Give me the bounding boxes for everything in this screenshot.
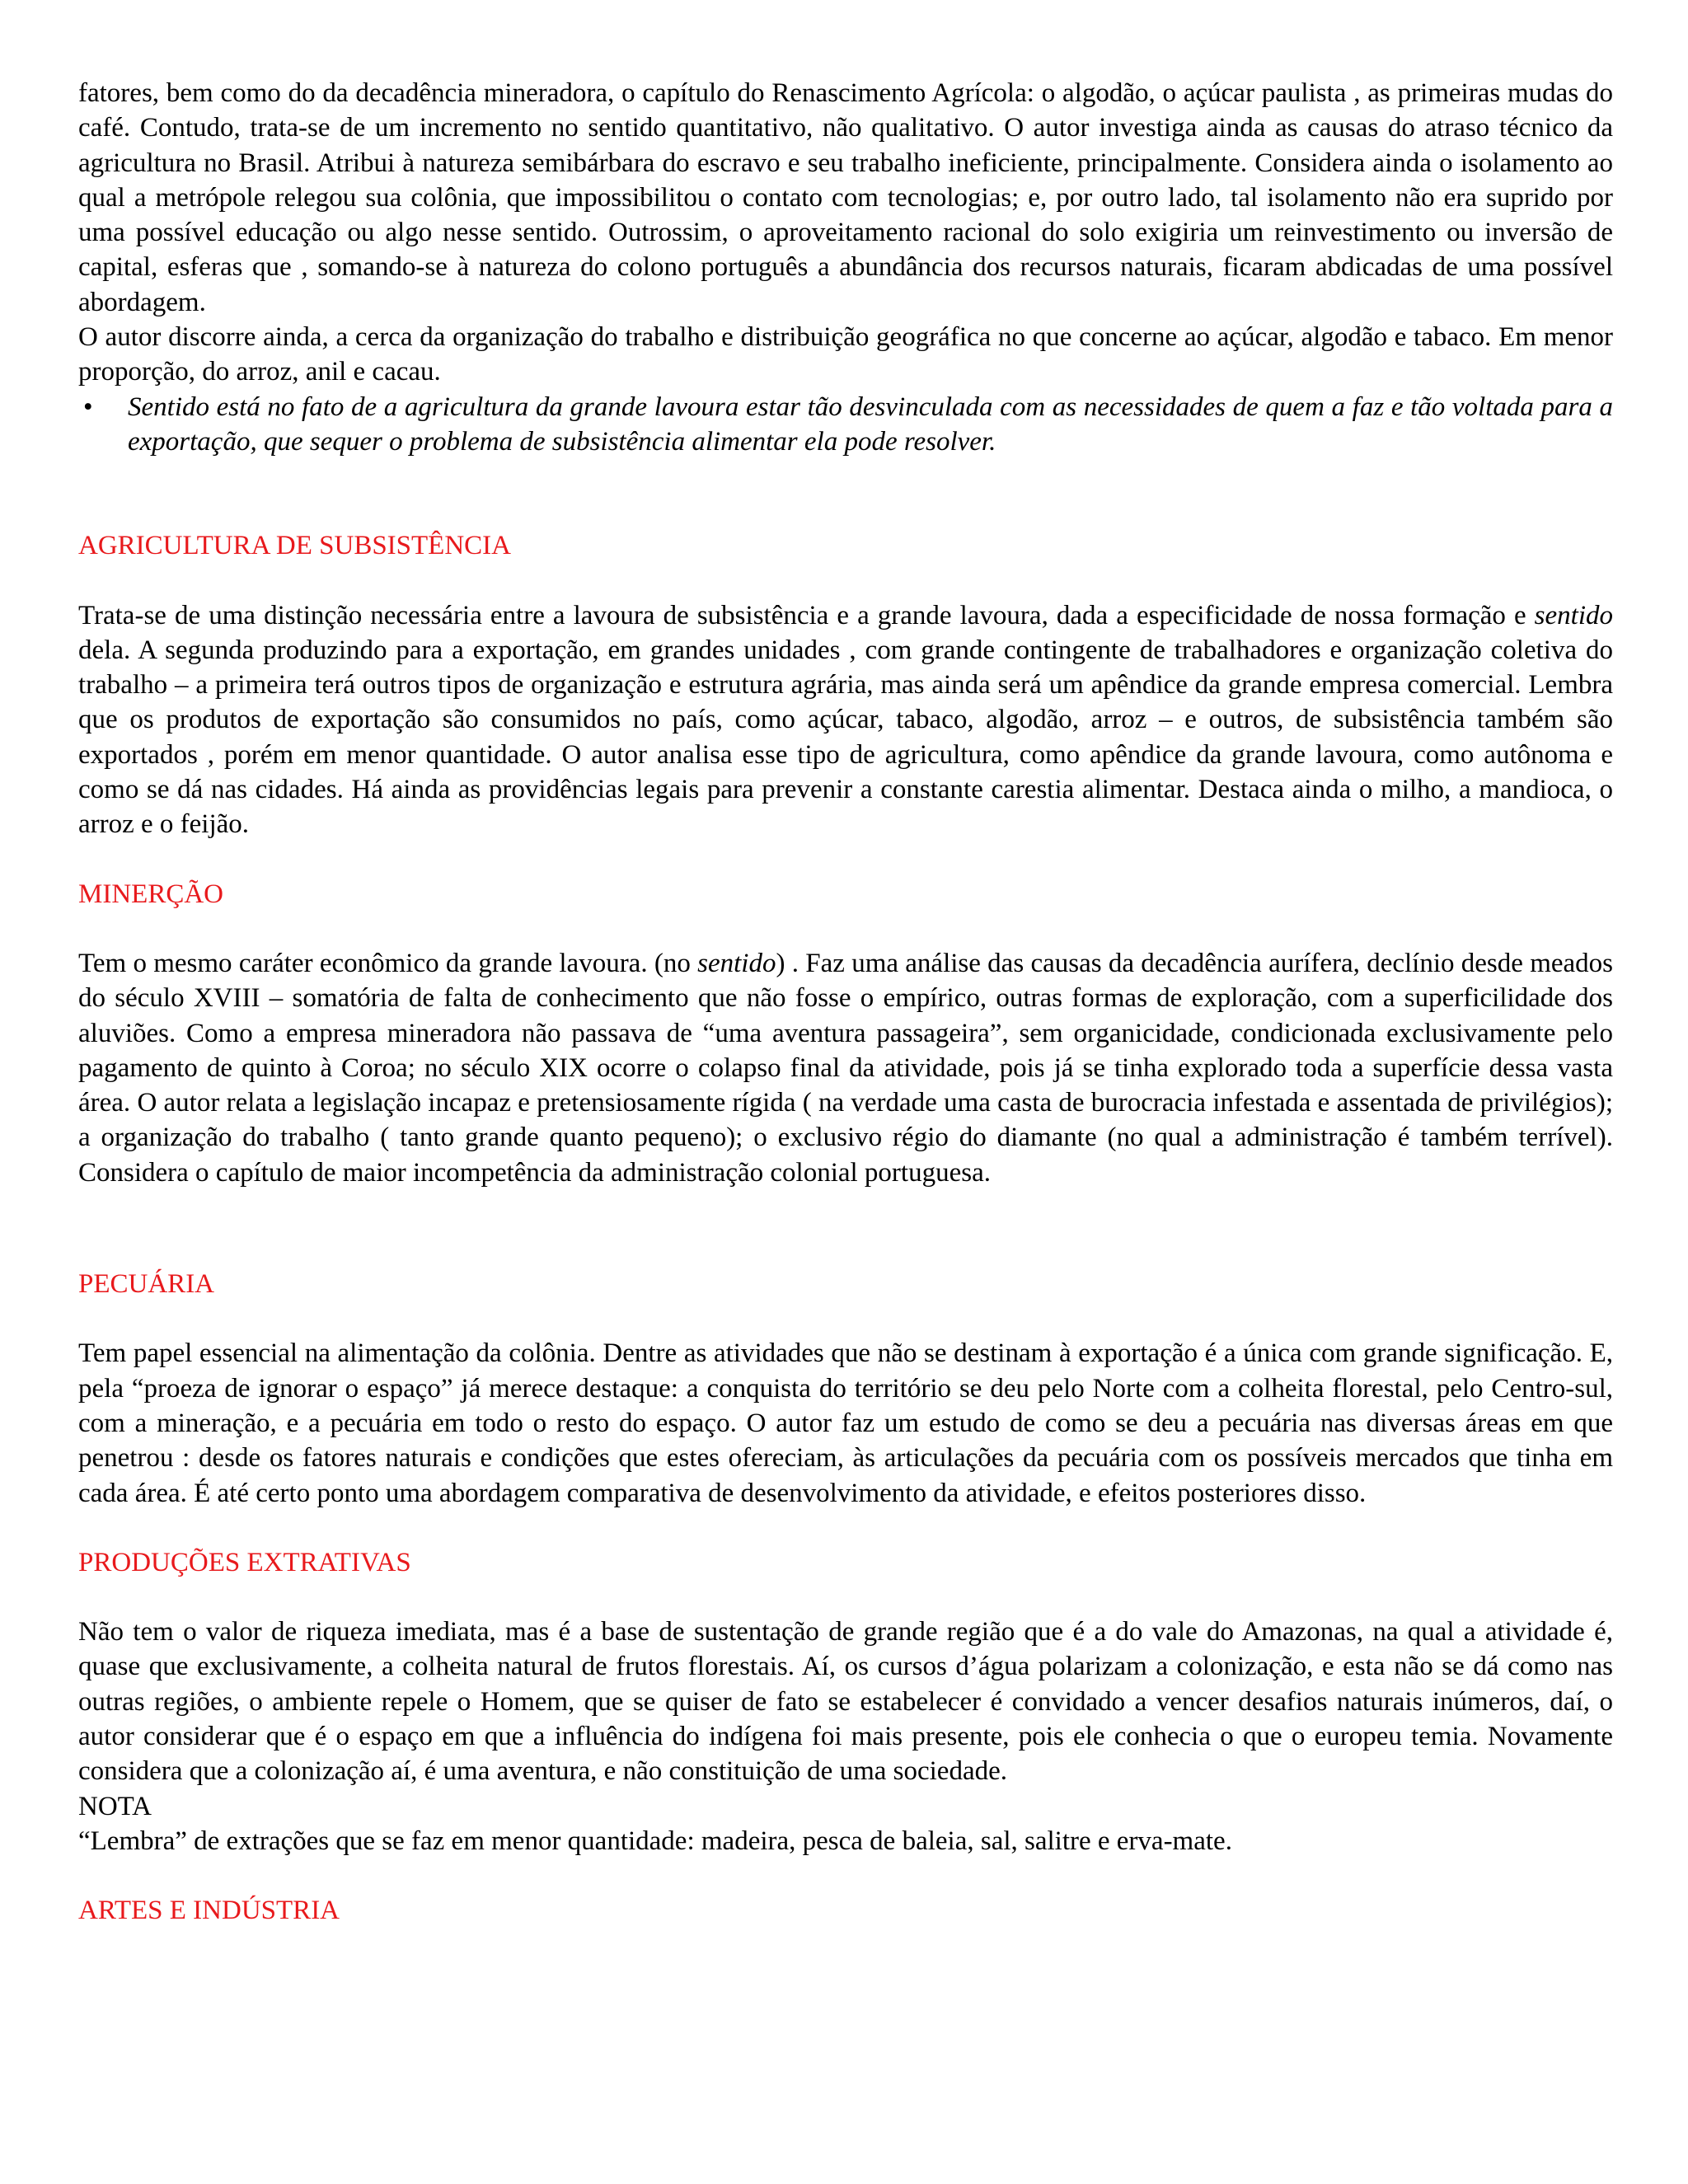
spacer [78,1301,1613,1336]
text-span: Tem o mesmo caráter econômico da grande lavoura. (no [78,948,698,978]
spacer [78,842,1613,877]
bullet-text: Sentido está no fato de a agricultura da grande lavoura estar tão desvinculada com as necessidades de quem a faz e tão voltada para a exportação, que sequer o problema de subsistência alimentar ela pode resolver. [128,391,1613,457]
nota-text: “Lembra” de extrações que se faz em menor quantidade: madeira, pesca de baleia, sal, salitre e erva-mate. [78,1825,1232,1856]
document-page [78,76,1613,1928]
text-span: Trata-se de uma distinção necessária entre a lavoura de subsistência e a grande lavoura, dada a especificidade de nossa formação e [78,600,1535,630]
text-span: ) . Faz uma análise das causas da decadência aurífera, declínio desde meados do século XVIII – somatória de falta de conhecimento que não fosse o empírico, outras formas de exploração, com a superficilidade dos aluviões. Como a empresa mineradora não passava de “uma aventura passageira”, sem organicidade, condicionada exclusivamente pelo pagamento de quinto à Coroa; no século XIX ocorre o colapso final da atividade, pois já se tinha explorado toda a superfície dessa vasta área. O autor relata a legislação incapaz e pretensiosamente rígida ( na verdade uma casta de burocracia infestada e assentada de privilégios); a organização do trabalho ( tanto grande quanto pequeno); o exclusivo régio do diamante (no qual a administração é também terrível). Considera o capítulo de maior incompetência da administração colonial portuguesa. [78,948,1614,1188]
extrativas-paragraph: Não tem o valor de riqueza imediata, mas é a base de sustentação de grande região que é a do vale do Amazonas, na qual a atividade é, quase que exclusivamente, a colheita natural de frutos florestais. Aí, os cursos d’água polarizam a colonização, e esta não se dá como nas outras regiões, o ambiente repele o Homem, que se quiser de fato se estabelecer é convidado a vencer desafios naturais inúmeros, daí, o autor considerar que é o espaço em que a influência do indígena foi mais presente, pois ele conhecia o que o europeu temia. Novamente considera que a colonização aí, é uma aventura, e não constituição de uma sociedade. [78,1617,1613,1787]
spacer [78,1511,1613,1545]
section-heading-pecuaria: PECUÁRIA [78,1269,215,1300]
bullet-icon: • [83,391,93,422]
bullet-list [78,390,1613,460]
spacer [78,912,1613,946]
spacer [78,1580,1613,1615]
section-heading-artes: ARTES E INDÚSTRIA [78,1896,340,1926]
text-span: dela. A segunda produzindo para a exportação, em grandes unidades , com grande contingente de trabalhadores e organização coletiva do trabalho – a primeira terá outros tipos de organização e estrutura agrária, mas ainda será um apêndice da grande empresa comercial. Lembra que os produtos de exportação são consumidos no país, como açúcar, tabaco, algodão, arroz – e outros, de subsistência também são exportados , porém em menor quantidade. O autor analisa esse tipo de agricultura, como apêndice da grande lavoura, como autônoma e como se dá nas cidades. Há ainda as providências legais para prevenir a constante carestia alimentar. Destaca ainda o milho, a mandioca, o arroz e o feijão. [78,635,1613,840]
section-heading-extrativas: PRODUÇÕES EXTRATIVAS [78,1547,411,1577]
nota-label: NOTA [78,1791,152,1821]
section-heading-mineracao: MINERÇÃO [78,879,224,909]
italic-term: sentido [1534,600,1613,630]
spacer [78,564,1613,598]
spacer [78,1190,1613,1267]
intro-paragraph: fatores, bem como do da decadência mineradora, o capítulo do Renascimento Agrícola: o algodão, o açúcar paulista , as primeiras mudas do café. Contudo, trata-se de um incremento no sentido quantitativo, não qualitativo. O autor investiga ainda as causas do atraso técnico da agricultura no Brasil. Atribui à natureza semibárbara do escravo e seu trabalho ineficiente, principalmente. Considera ainda o isolamento ao qual a metrópole relegou sua colônia, que impossibilitou o contato com tecnologias; e, por outro lado, tal isolamento não era suprido por uma possível educação ou algo nesse sentido. Outrossim, o aproveitamento racional do solo exigiria um reinvestimento ou inversão de capital, esferas que , somando-se à natureza do colono português a abundância dos recursos naturais, ficaram abdicadas de uma possível abordagem. [78,78,1613,317]
intro-paragraph-2: O autor discorre ainda, a cerca da organização do trabalho e distribuição geográfica no que concerne ao açúcar, algodão e tabaco. Em menor proporção, do arroz, anil e cacau. [78,322,1613,387]
pecuaria-paragraph: Tem papel essencial na alimentação da colônia. Dentre as atividades que não se destinam à exportação é a única com grande significação. E, pela “proeza de ignorar o espaço” já merece destaque: a conquista do território se deu pelo Norte com a colheita florestal, pelo Centro-sul, com a mineração, e a pecuária em todo o resto do espaço. O autor faz um estudo de como se deu a pecuária nas diversas áreas em que penetrou : desde os fatores naturais e condições que estes ofereciam, às articulações da pecuária com os possíveis mercados que tinha em cada área. É até certo ponto uma abordagem comparativa de desenvolvimento da atividade, e efeitos posteriores disso. [78,1338,1613,1508]
bullet-item [78,390,1613,460]
mineracao-paragraph [78,946,1613,1190]
italic-term: sentido [697,948,776,978]
subsistencia-paragraph [78,598,1613,842]
section-heading-subsistencia: AGRICULTURA DE SUBSISTÊNCIA [78,531,512,561]
spacer [78,1858,1613,1893]
spacer [78,459,1613,528]
